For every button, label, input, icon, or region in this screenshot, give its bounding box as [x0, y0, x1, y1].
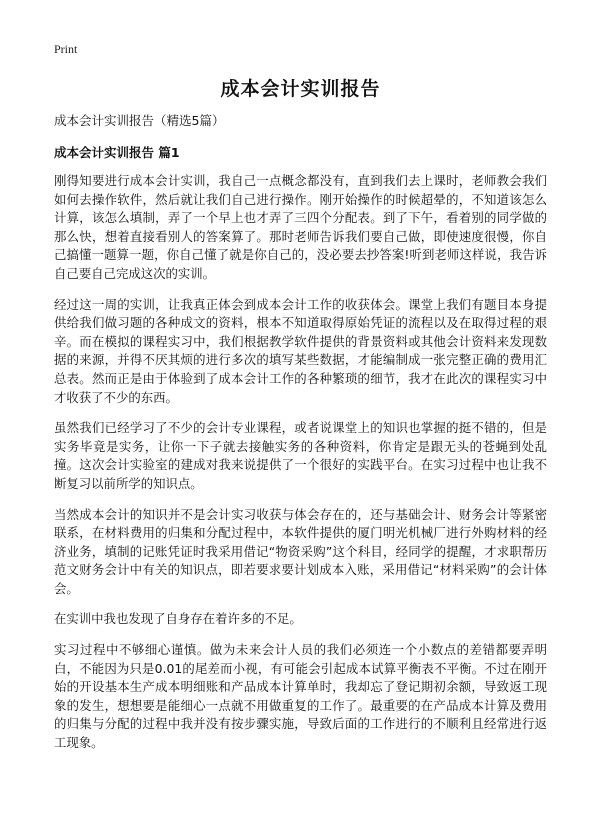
paragraph-5: 在实训中我也发现了自身存在着许多的不足。	[54, 611, 302, 627]
paragraph-6: 实习过程中不够细心谨慎。做为未来会计人员的我们必须连一个小数点的差错都要弄明白，不能因为只是0.01的尾差而小视，有可能会引起成本试算平衡表不平衡。不过在刚开始的开设基本生产成本明细账和产品成本计算单时，我却忘了登记期初余额，导致返工现象的发生，想想要是能细心一点就不用做重复的工作了。最重要的在产品成本计算及费用的归集与分配的过程中我并没有按步骤实施，导致后面的工作进行的不顺利且经常进行返工现象。	[54, 642, 547, 751]
print-link[interactable]: Print	[54, 42, 78, 56]
document-subtitle: 成本会计实训报告（精选5篇）	[54, 113, 225, 128]
paragraph-2: 经过这一周的实训，让我真正体会到成本会计工作的收获体会。课堂上我们有题目本身提供给我们做习题的各种成文的资料，根本不知道取得原始凭证的流程以及在取得过程的艰辛。而在模拟的课程实习中，我们根据教学软件提供的背景资料或其他会计资料来发现数据的来源，并得不厌其烦的进行多次的填写某些数据，才能编制成一张完整正确的费用汇总表。然而正是由于体验到了成本会计工作的各种繁琐的细节，我才在此次的课程实习中才收获了不少的东西。	[54, 296, 547, 405]
paragraph-3: 虽然我们已经学习了不少的会计专业课程，或者说课堂上的知识也掌握的挺不错的，但是实务毕竟是实务，让你一下子就去接触实务的各种资料，你肯定是跟无头的苍蝇到处乱撞。这次会计实验室的建成对我来说提供了一个很好的实践平台。在实习过程中也让我不断复习以前所学的知识点。	[54, 420, 547, 491]
paragraph-1: 刚得知要进行成本会计实训，我自己一点概念都没有，直到我们去上课时，老师教会我们如何去操作软件，然后就让我们自己进行操作。刚开始操作的时候超晕的，不知道该怎么计算，该怎么填制，弄了一个早上也才弄了三四个分配表。到了下午，看着别的同学做的那么快，想着直接看别人的答案算了。那时老师告诉我们要自己做，即使速度很慢，你自己搞懂一题算一题，你自己懂了就是你自己的，没必要去抄答案!听到老师这样说，我告诉自己要自己完成这次的实训。	[54, 173, 547, 281]
paragraph-4: 当然成本会计的知识并不是会计实习收获与体会存在的，还与基础会计、财务会计等紧密联系，在材料费用的归集和分配过程中，本软件提供的厦门明光机械厂进行外购材料的经济业务，填制的记账凭证时我采用借记“物资采购”这个科目，经同学的提醒，才求职帮历范文财务会计中有关的知识点，即若要求要计划成本入账，采用借记“材料采购”的会计体会。	[54, 506, 547, 596]
page-title: 成本会计实训报告	[220, 78, 381, 100]
section-heading: 成本会计实训报告 篇1	[54, 145, 180, 160]
